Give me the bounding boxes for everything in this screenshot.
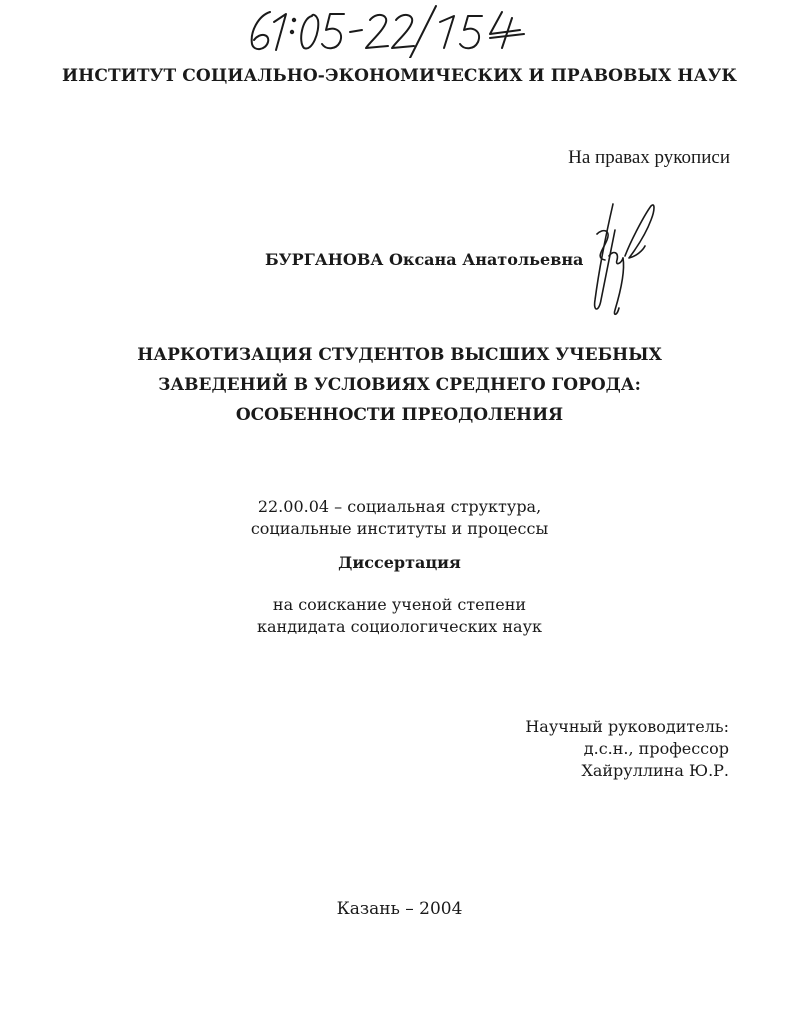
supervisor-degree: д.с.н., профессор (583, 739, 729, 758)
title-line: ЗАВЕДЕНИЙ В УСЛОВИЯХ СРЕДНЕГО ГОРОДА: (158, 375, 641, 395)
handwritten-archive-code (240, 2, 570, 58)
degree-statement (0, 594, 799, 638)
degree-line: кандидата социологических наук (256, 617, 542, 636)
rights-note: На правах рукописи (568, 147, 730, 168)
specialty-line: 22.00.04 – социальная структура, (257, 497, 542, 516)
signature (585, 200, 660, 320)
supervisor-label: Научный руководитель: (525, 717, 729, 736)
title-line: ОСОБЕННОСТИ ПРЕОДОЛЕНИЯ (235, 405, 564, 425)
dissertation-title (0, 340, 799, 430)
supervisor-name: Хайруллина Ю.Р. (581, 761, 729, 780)
supervisor-block (525, 716, 729, 782)
institute-name: ИНСТИТУТ СОЦИАЛЬНО-ЭКОНОМИЧЕСКИХ И ПРАВОВЫХ НАУК (62, 66, 737, 86)
handwritten-code-ink (240, 2, 570, 58)
document-type: Диссертация (338, 553, 461, 572)
signature-ink (585, 200, 660, 320)
title-line: НАРКОТИЗАЦИЯ СТУДЕНТОВ ВЫСШИХ УЧЕБНЫХ (137, 345, 662, 365)
city-year: Казань – 2004 (336, 899, 463, 919)
degree-line: на соискание ученой степени (272, 595, 527, 614)
specialty-line: социальные институты и процессы (250, 519, 549, 538)
specialty-code (0, 496, 799, 540)
author-name: БУРГАНОВА Оксана Анатольевна (265, 250, 584, 269)
